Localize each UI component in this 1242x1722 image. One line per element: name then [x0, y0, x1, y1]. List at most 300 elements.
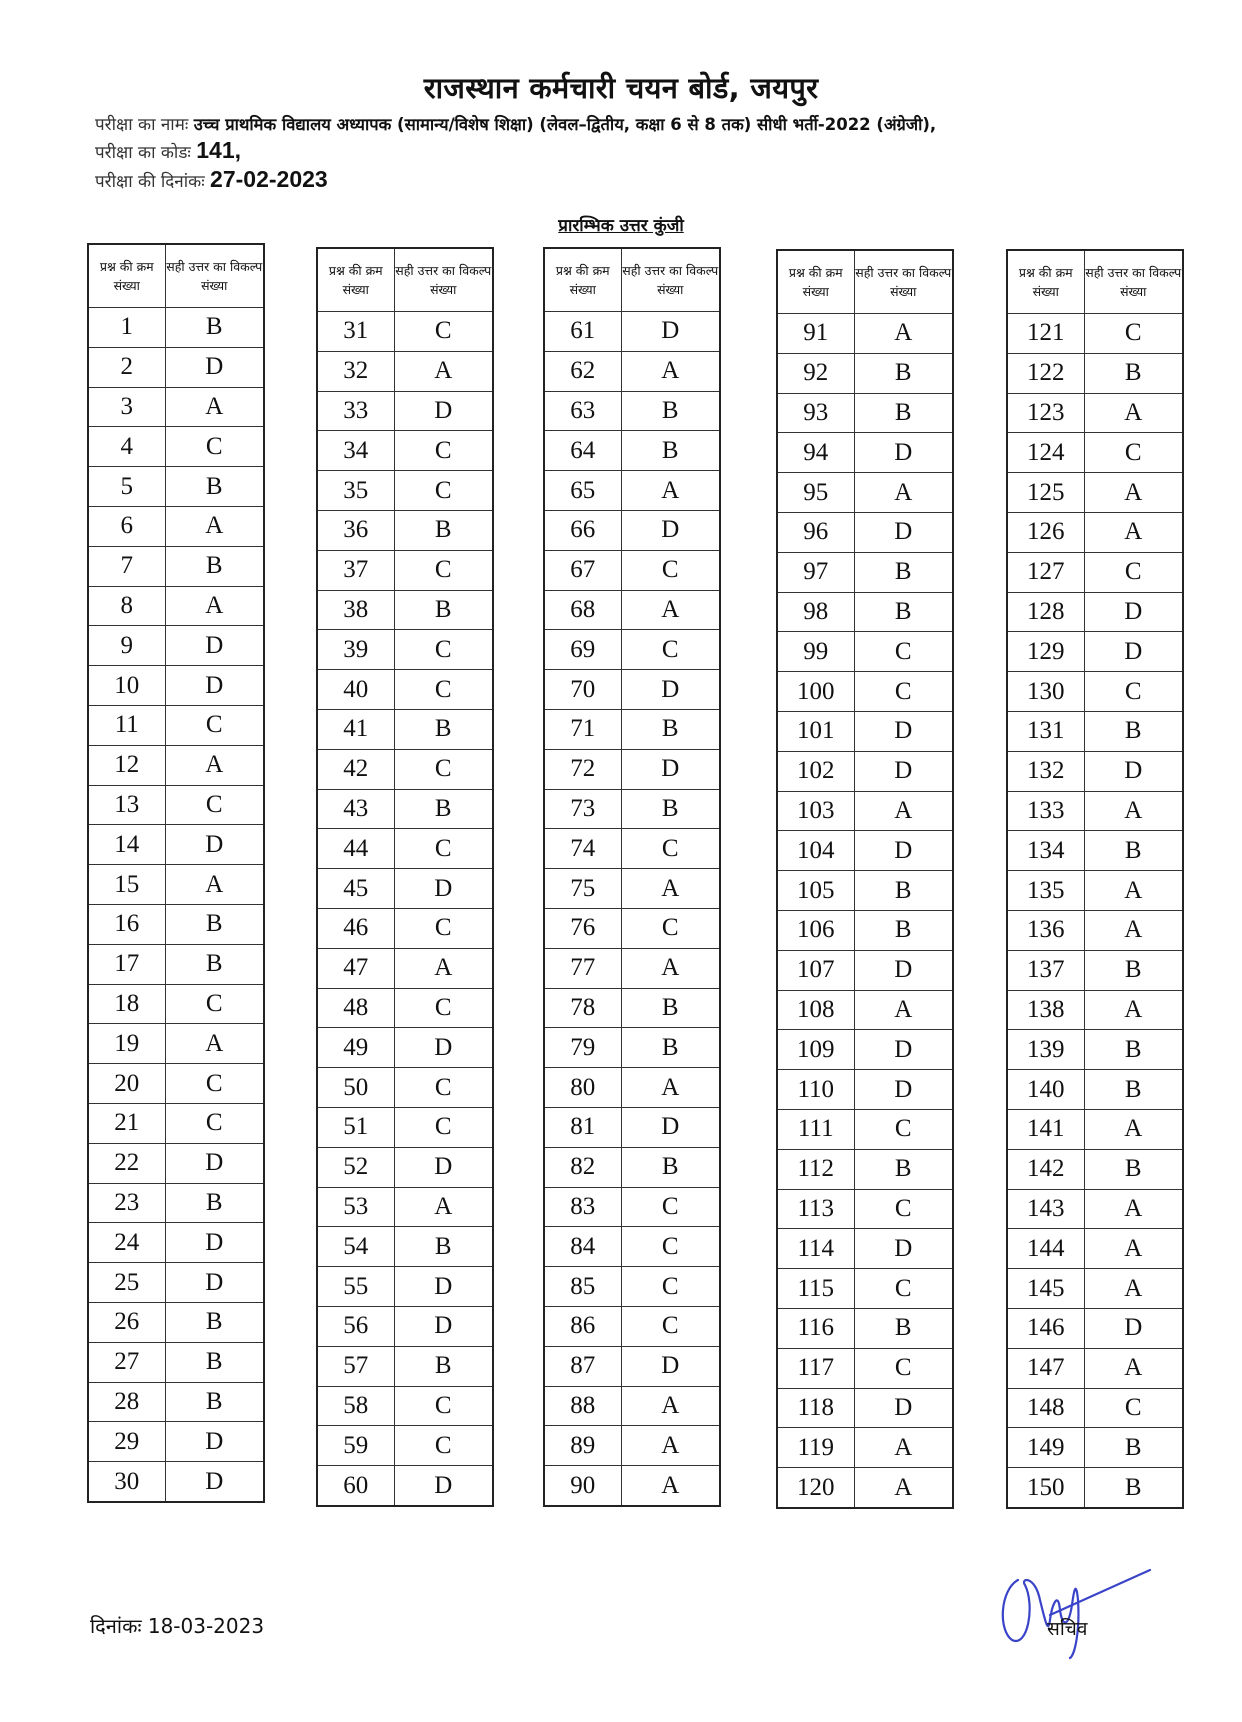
question-number-header: प्रश्न की क्रम संख्या — [1007, 250, 1084, 314]
question-number: 33 — [317, 391, 394, 431]
answer-option: C — [394, 630, 493, 670]
exam-date-line — [95, 166, 328, 193]
question-number: 22 — [88, 1143, 165, 1183]
answer-option: C — [394, 829, 493, 869]
question-number: 124 — [1007, 433, 1084, 473]
answer-option: D — [621, 312, 720, 352]
table-row — [1007, 791, 1183, 831]
table-row — [317, 630, 493, 670]
question-number: 71 — [544, 709, 621, 749]
answer-option: B — [1084, 1428, 1183, 1468]
question-number: 150 — [1007, 1468, 1084, 1508]
question-number: 34 — [317, 431, 394, 471]
table-row — [88, 1143, 264, 1183]
table-row — [317, 391, 493, 431]
table-row — [88, 1302, 264, 1342]
table-header-row — [1007, 250, 1183, 314]
table-row — [544, 1227, 720, 1267]
table-row — [1007, 1308, 1183, 1348]
answer-option: C — [854, 1109, 953, 1149]
question-number: 79 — [544, 1028, 621, 1068]
answer-option: C — [165, 1064, 264, 1104]
table-row — [317, 312, 493, 352]
question-number: 147 — [1007, 1348, 1084, 1388]
table-row — [1007, 353, 1183, 393]
question-number: 99 — [777, 632, 854, 672]
question-number: 30 — [88, 1462, 165, 1502]
question-number: 75 — [544, 869, 621, 909]
answer-option: C — [394, 1386, 493, 1426]
table-row — [317, 1346, 493, 1386]
answer-option: C — [621, 1267, 720, 1307]
table-row — [1007, 1149, 1183, 1189]
answer-option: C — [621, 550, 720, 590]
table-row — [777, 353, 953, 393]
table-row — [544, 510, 720, 550]
answer-option: B — [165, 467, 264, 507]
table-row — [1007, 1269, 1183, 1309]
footer-date-value: 18-03-2023 — [147, 1614, 265, 1638]
question-number: 58 — [317, 1386, 394, 1426]
table-row — [317, 988, 493, 1028]
table-row — [1007, 512, 1183, 552]
answer-table-4 — [776, 249, 954, 1509]
answer-option: A — [621, 351, 720, 391]
answer-option: B — [621, 1028, 720, 1068]
question-number: 111 — [777, 1109, 854, 1149]
question-number: 31 — [317, 312, 394, 352]
answer-option: A — [854, 1428, 953, 1468]
question-number: 38 — [317, 590, 394, 630]
answer-option: D — [394, 1306, 493, 1346]
answer-option: B — [854, 353, 953, 393]
signatory-title: सचिव — [1047, 1618, 1088, 1640]
table-row — [88, 546, 264, 586]
answer-option: B — [1084, 831, 1183, 871]
table-row — [1007, 632, 1183, 672]
question-number: 45 — [317, 869, 394, 909]
question-number: 122 — [1007, 353, 1084, 393]
answer-option: B — [165, 1342, 264, 1382]
question-number: 11 — [88, 705, 165, 745]
answer-option: B — [1084, 1149, 1183, 1189]
question-number: 56 — [317, 1306, 394, 1346]
answer-option: A — [394, 948, 493, 988]
question-number: 3 — [88, 387, 165, 427]
table-row — [544, 869, 720, 909]
table-row — [544, 749, 720, 789]
question-number: 54 — [317, 1227, 394, 1267]
table-row — [317, 550, 493, 590]
table-row — [544, 988, 720, 1028]
table-row — [1007, 751, 1183, 791]
question-number: 110 — [777, 1070, 854, 1110]
answer-option: C — [854, 672, 953, 712]
question-number: 39 — [317, 630, 394, 670]
question-number: 41 — [317, 709, 394, 749]
question-number: 15 — [88, 865, 165, 905]
answer-option: A — [1084, 1109, 1183, 1149]
table-header-row — [317, 248, 493, 312]
question-number: 27 — [88, 1342, 165, 1382]
table-row — [1007, 1388, 1183, 1428]
question-number: 103 — [777, 791, 854, 831]
question-number: 4 — [88, 427, 165, 467]
table-row — [777, 632, 953, 672]
answer-option: D — [854, 950, 953, 990]
table-row — [88, 825, 264, 865]
table-row — [544, 1187, 720, 1227]
question-number: 66 — [544, 510, 621, 550]
question-number: 16 — [88, 904, 165, 944]
answer-option: D — [394, 1028, 493, 1068]
answer-option: D — [1084, 632, 1183, 672]
answer-option: B — [165, 546, 264, 586]
answer-option: D — [621, 749, 720, 789]
answer-option: C — [621, 829, 720, 869]
answer-option: A — [1084, 393, 1183, 433]
question-number: 24 — [88, 1223, 165, 1263]
table-row — [777, 711, 953, 751]
table-row — [317, 351, 493, 391]
table-row — [1007, 1070, 1183, 1110]
table-row — [88, 467, 264, 507]
question-number: 108 — [777, 990, 854, 1030]
question-number: 144 — [1007, 1229, 1084, 1269]
question-number: 60 — [317, 1466, 394, 1506]
question-number-header: प्रश्न की क्रम संख्या — [88, 244, 165, 308]
table-row — [88, 1103, 264, 1143]
answer-option: D — [854, 1070, 953, 1110]
table-header-row — [544, 248, 720, 312]
table-row — [88, 1183, 264, 1223]
table-row — [317, 1227, 493, 1267]
question-number: 43 — [317, 789, 394, 829]
question-number: 52 — [317, 1147, 394, 1187]
question-number: 28 — [88, 1382, 165, 1422]
table-row — [777, 1149, 953, 1189]
table-row — [317, 1466, 493, 1506]
table-row — [544, 1386, 720, 1426]
table-row — [544, 1147, 720, 1187]
question-number: 106 — [777, 910, 854, 950]
table-row — [1007, 473, 1183, 513]
answer-option: D — [165, 1223, 264, 1263]
table-row — [1007, 672, 1183, 712]
answer-option: D — [165, 666, 264, 706]
table-row — [777, 1428, 953, 1468]
question-number: 69 — [544, 630, 621, 670]
answer-option: C — [394, 749, 493, 789]
question-number: 149 — [1007, 1428, 1084, 1468]
table-row — [88, 1263, 264, 1303]
table-row — [88, 427, 264, 467]
answer-option: D — [394, 1267, 493, 1307]
table-row — [88, 1382, 264, 1422]
answer-option: C — [165, 984, 264, 1024]
table-row — [544, 670, 720, 710]
answer-option: A — [854, 1468, 953, 1508]
table-row — [1007, 950, 1183, 990]
question-number: 84 — [544, 1227, 621, 1267]
answer-option: C — [394, 908, 493, 948]
answer-option: C — [1084, 314, 1183, 354]
question-number: 143 — [1007, 1189, 1084, 1229]
table-row — [777, 592, 953, 632]
answer-option: B — [394, 709, 493, 749]
answer-option: D — [621, 1346, 720, 1386]
answer-key-subtitle: प्रारम्भिक उत्तर कुंजी — [558, 216, 684, 236]
question-number: 100 — [777, 672, 854, 712]
question-number: 80 — [544, 1068, 621, 1108]
table-row — [777, 871, 953, 911]
table-row — [88, 1342, 264, 1382]
answer-option: C — [394, 1107, 493, 1147]
answer-table-5 — [1006, 249, 1184, 1509]
table-row — [544, 709, 720, 749]
answer-option: A — [621, 1426, 720, 1466]
answer-option: C — [165, 785, 264, 825]
answer-option: D — [394, 869, 493, 909]
table-row — [777, 1269, 953, 1309]
table-row — [317, 829, 493, 869]
answer-option: A — [165, 865, 264, 905]
question-number: 46 — [317, 908, 394, 948]
question-number: 59 — [317, 1426, 394, 1466]
answer-option: C — [394, 312, 493, 352]
question-number: 23 — [88, 1183, 165, 1223]
table-row — [317, 1028, 493, 1068]
answer-option: D — [854, 831, 953, 871]
question-number: 115 — [777, 1269, 854, 1309]
answer-option: C — [854, 632, 953, 672]
table-row — [544, 948, 720, 988]
table-row — [777, 1348, 953, 1388]
table-row — [1007, 831, 1183, 871]
question-number: 107 — [777, 950, 854, 990]
question-number: 8 — [88, 586, 165, 626]
table-row — [317, 789, 493, 829]
question-number: 126 — [1007, 512, 1084, 552]
exam-code: 141, — [196, 137, 242, 163]
correct-option-header: सही उत्तर का विकल्प संख्या — [621, 248, 720, 312]
question-number: 128 — [1007, 592, 1084, 632]
question-number: 68 — [544, 590, 621, 630]
answer-option: B — [621, 431, 720, 471]
answer-option: B — [165, 1302, 264, 1342]
question-number: 82 — [544, 1147, 621, 1187]
footer-date-label: दिनांकः — [90, 1614, 142, 1638]
answer-option: B — [165, 944, 264, 984]
table-row — [777, 473, 953, 513]
table-row — [777, 1189, 953, 1229]
answer-option: D — [165, 825, 264, 865]
question-number: 78 — [544, 988, 621, 1028]
exam-name-label: परीक्षा का नामः — [95, 115, 189, 135]
table-row — [317, 1147, 493, 1187]
table-row — [88, 904, 264, 944]
question-number: 26 — [88, 1302, 165, 1342]
answer-option: A — [1084, 473, 1183, 513]
answer-option: A — [1084, 512, 1183, 552]
question-number: 94 — [777, 433, 854, 473]
question-number: 47 — [317, 948, 394, 988]
question-number: 42 — [317, 749, 394, 789]
question-number: 133 — [1007, 791, 1084, 831]
answer-option: B — [621, 988, 720, 1028]
answer-option: C — [854, 1189, 953, 1229]
answer-option: A — [854, 791, 953, 831]
table-row — [777, 552, 953, 592]
answer-option: B — [621, 709, 720, 749]
exam-date-label: परीक्षा की दिनांकः — [95, 172, 205, 192]
question-number: 145 — [1007, 1269, 1084, 1309]
table-row — [1007, 1229, 1183, 1269]
table-row — [544, 1306, 720, 1346]
correct-option-header: सही उत्तर का विकल्प संख्या — [1084, 250, 1183, 314]
question-number: 141 — [1007, 1109, 1084, 1149]
answer-option: B — [854, 1308, 953, 1348]
question-number: 113 — [777, 1189, 854, 1229]
question-number: 1 — [88, 308, 165, 348]
question-number: 72 — [544, 749, 621, 789]
question-number: 118 — [777, 1388, 854, 1428]
table-row — [88, 785, 264, 825]
table-row — [777, 1109, 953, 1149]
answer-option: A — [621, 1466, 720, 1506]
answer-option: C — [394, 670, 493, 710]
question-number: 134 — [1007, 831, 1084, 871]
table-row — [1007, 393, 1183, 433]
question-number: 136 — [1007, 910, 1084, 950]
table-row — [544, 550, 720, 590]
question-number: 50 — [317, 1068, 394, 1108]
answer-option: C — [394, 1426, 493, 1466]
table-row — [1007, 1109, 1183, 1149]
question-number: 36 — [317, 510, 394, 550]
answer-table-2 — [316, 247, 494, 1507]
answer-option: C — [165, 705, 264, 745]
question-number: 117 — [777, 1348, 854, 1388]
answer-option: D — [854, 512, 953, 552]
answer-option: D — [394, 391, 493, 431]
question-number: 127 — [1007, 552, 1084, 592]
question-number: 49 — [317, 1028, 394, 1068]
answer-option: B — [394, 789, 493, 829]
answer-option: D — [854, 1229, 953, 1269]
answer-option: A — [1084, 1348, 1183, 1388]
question-number: 10 — [88, 666, 165, 706]
table-row — [777, 1468, 953, 1508]
question-number: 67 — [544, 550, 621, 590]
question-number: 101 — [777, 711, 854, 751]
table-row — [544, 1426, 720, 1466]
answer-option: C — [394, 471, 493, 511]
answer-option: A — [621, 471, 720, 511]
table-row — [88, 387, 264, 427]
table-row — [317, 590, 493, 630]
answer-option: A — [1084, 791, 1183, 831]
table-row — [317, 510, 493, 550]
table-row — [777, 433, 953, 473]
answer-option: B — [854, 1149, 953, 1189]
table-row — [1007, 592, 1183, 632]
question-number: 25 — [88, 1263, 165, 1303]
question-number: 63 — [544, 391, 621, 431]
question-number: 104 — [777, 831, 854, 871]
answer-option: B — [165, 1183, 264, 1223]
question-number: 44 — [317, 829, 394, 869]
table-row — [88, 1064, 264, 1104]
table-row — [88, 865, 264, 905]
question-number: 5 — [88, 467, 165, 507]
question-number: 142 — [1007, 1149, 1084, 1189]
answer-option: A — [1084, 871, 1183, 911]
answer-option: C — [1084, 433, 1183, 473]
table-row — [777, 1308, 953, 1348]
table-row — [777, 512, 953, 552]
table-row — [544, 1068, 720, 1108]
answer-option: B — [1084, 1030, 1183, 1070]
answer-option: C — [165, 1103, 264, 1143]
question-number: 70 — [544, 670, 621, 710]
table-row — [88, 745, 264, 785]
question-number: 93 — [777, 393, 854, 433]
table-row — [777, 990, 953, 1030]
table-row — [317, 1267, 493, 1307]
signature-icon — [990, 1560, 1160, 1660]
table-row — [544, 789, 720, 829]
answer-option: B — [1084, 1468, 1183, 1508]
answer-option: C — [621, 630, 720, 670]
question-number: 64 — [544, 431, 621, 471]
answer-option: D — [1084, 751, 1183, 791]
answer-table-3 — [543, 247, 721, 1507]
question-number: 48 — [317, 988, 394, 1028]
answer-option: B — [394, 510, 493, 550]
question-number: 135 — [1007, 871, 1084, 911]
question-number: 146 — [1007, 1308, 1084, 1348]
answer-option: A — [854, 990, 953, 1030]
answer-option: C — [854, 1269, 953, 1309]
question-number: 97 — [777, 552, 854, 592]
question-number: 109 — [777, 1030, 854, 1070]
question-number: 77 — [544, 948, 621, 988]
question-number: 6 — [88, 506, 165, 546]
table-row — [1007, 1348, 1183, 1388]
answer-option: D — [1084, 592, 1183, 632]
question-number: 96 — [777, 512, 854, 552]
table-row — [777, 791, 953, 831]
table-row — [1007, 1428, 1183, 1468]
answer-option: C — [1084, 672, 1183, 712]
question-number: 35 — [317, 471, 394, 511]
question-number: 90 — [544, 1466, 621, 1506]
answer-option: D — [165, 347, 264, 387]
question-number-header: प्रश्न की क्रम संख्या — [317, 248, 394, 312]
question-number-header: प्रश्न की क्रम संख्या — [544, 248, 621, 312]
table-row — [777, 1229, 953, 1269]
table-row — [1007, 1189, 1183, 1229]
question-number: 139 — [1007, 1030, 1084, 1070]
answer-option: D — [1084, 1308, 1183, 1348]
question-number: 98 — [777, 592, 854, 632]
question-number: 21 — [88, 1103, 165, 1143]
table-row — [317, 1386, 493, 1426]
question-number: 129 — [1007, 632, 1084, 672]
table-row — [1007, 314, 1183, 354]
question-number: 55 — [317, 1267, 394, 1307]
